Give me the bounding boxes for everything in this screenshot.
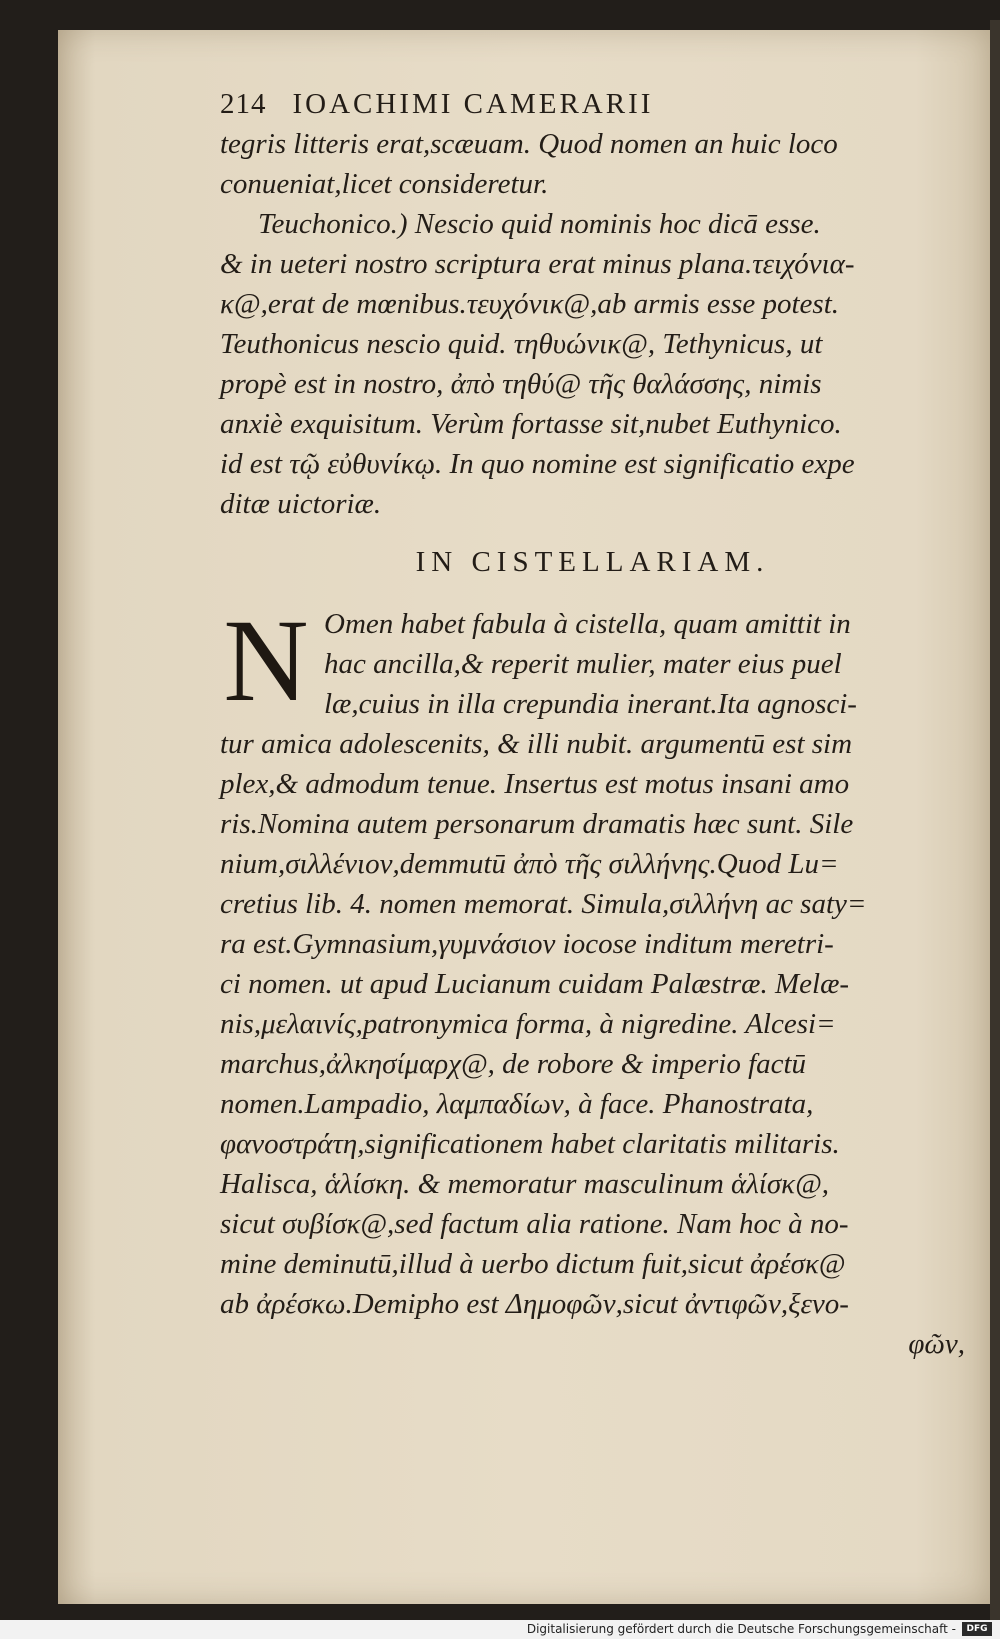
text-line: ra est.Gymnasium,γυμνάσιον iocose inditum meretri- <box>220 928 834 960</box>
text-line: κ@,erat de mœnibus.τευχόνικ@,ab armis esse potest. <box>220 288 840 320</box>
running-header <box>220 84 965 124</box>
text-line: conueniat,licet consideretur. <box>220 168 549 200</box>
text-line: nomen.Lampadio, λαμπαδίων, à face. Phanostrata, <box>220 1088 814 1120</box>
text-line: plex,& admodum tenue. Insertus est motus insani amo <box>220 768 850 800</box>
body-paragraph <box>220 724 965 1364</box>
text-line: ab ἀρέσκω.Demipho est Δημοφῶν,sicut ἀντιφῶν,ξενο- <box>220 1288 849 1320</box>
text-line: Teuchonico.) Nescio quid nominis hoc dicā esse. <box>258 208 821 240</box>
page-text <box>220 84 965 1364</box>
text-line: ci nomen. ut apud Lucianum cuidam Palæstræ. Melæ- <box>220 968 850 1000</box>
text-line: anxiè exquisitum. Verùm fortasse sit,nubet Euthynico. <box>220 408 842 440</box>
text-line: & in ueteri nostro scriptura erat minus plana.τειχόνια- <box>220 248 855 280</box>
funding-credit: Digitalisierung gefördert durch die Deutsche Forschungsgemeinschaft - <box>526 1622 956 1636</box>
footer-bar <box>0 1620 1000 1639</box>
text-line: læ,cuius in illa crepundia inerant.Ita agnosci- <box>324 688 857 720</box>
text-line: Teuthonicus nescio quid. τηθυώνικ@, Tethynicus, ut <box>220 328 823 360</box>
text-line: marchus,ἀλκησίμαρχ@, de robore & imperio factū <box>220 1048 807 1080</box>
teuchonico-paragraph <box>220 204 965 524</box>
text-line: nis,μελαινίς,patronymica forma, à nigredine. Alcesi= <box>220 1008 836 1040</box>
page-edge <box>990 20 1000 1620</box>
text-line: Omen habet fabula à cistella, quam amittit in <box>324 608 851 640</box>
text-line: mine deminutū,illud à uerbo dictum fuit,sicut ἀρέσκ@ <box>220 1248 846 1280</box>
page-number: 214 <box>220 88 267 120</box>
text-line: nium,σιλλένιον,demmutū ἀπὸ τῆς σιλλήνης.Quod Lu= <box>220 848 839 880</box>
text-line: tur amica adolescenits, & illi nubit. argumentū est sim <box>220 728 853 760</box>
text-line: ditæ uictoriæ. <box>220 488 382 520</box>
text-line: tegris litteris erat,scæuam. Quod nomen an huic loco <box>220 128 838 160</box>
section-title: IN CISTELLARIAM. <box>415 546 770 578</box>
catchword: φῶν, <box>908 1328 965 1360</box>
text-line: Halisca, ἁλίσκη. & memoratur masculinum ἁλίσκ@, <box>220 1168 829 1200</box>
text-line: id est τῷ εὐθυνίκῳ. In quo nomine est significatio expe <box>220 448 855 480</box>
text-line: cretius lib. 4. nomen memorat. Simula,σιλλήνη ac saty= <box>220 888 867 920</box>
text-line: sicut συβίσκ@,sed factum alia ratione. Nam hoc à no- <box>220 1208 849 1240</box>
text-line: ris.Nomina autem personarum dramatis hæc sunt. Sile <box>220 808 854 840</box>
dfg-logo: DFG <box>962 1622 992 1636</box>
top-paragraph <box>220 124 965 204</box>
text-line: hac ancilla,& reperit mulier, mater eius puel <box>324 648 842 680</box>
running-title: IOACHIMI CAMERARII <box>292 88 654 120</box>
drop-capital: N <box>223 595 309 726</box>
initial-paragraph <box>220 595 965 726</box>
text-line: propè est in nostro, ἀπὸ τηθύ@ τῆς θαλάσσης, nimis <box>220 368 822 400</box>
text-line: φανοστράτη,significationem habet claritatis militaris. <box>220 1128 840 1160</box>
